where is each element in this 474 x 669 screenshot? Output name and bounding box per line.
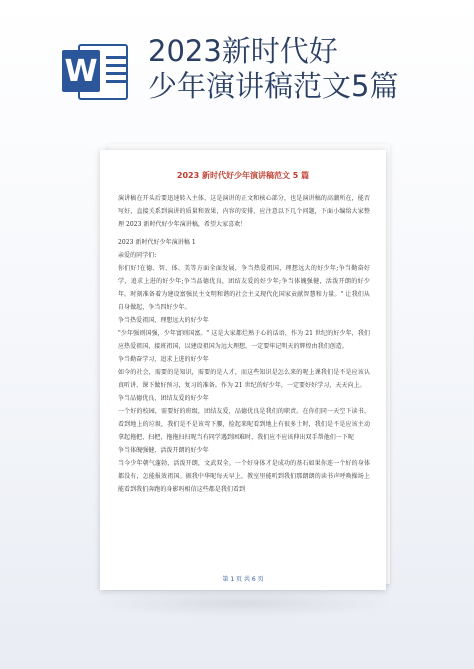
paragraph: 一个好的校园，需要好的班级，团结友爱，品德优良是我们的职责。在你们同一天空下读书，看到地上的垃圾，我们是不是该弯下腰，捡起来呢看到地上有很多土时，我们是不是应该主动拿起拖把、扫把，拖拖扫扫呢当有同学遇到困难时，我们应不应该伸出双手帮他们一下呢 [118,408,370,441]
text-line-icon [106,64,128,67]
text-line-icon [106,80,128,83]
word-icon [62,40,132,102]
paragraph: 演讲稿在开头后要迅速转入主体，这是演讲的正文和核心部分，也是演讲稿的高潮所在，能否写好，直接关系到演讲的质量和效果，内容的安排，应注意以下几个问题，下面小编给大家整理 2023 新时代好少年演讲稿，希望大家喜欢！ [118,195,370,228]
paragraph: 2023 新时代好少年演讲稿 1 [118,239,196,246]
page-indicator: 第 1 页 共 6 页 [222,576,264,583]
paragraph: 如今的社会，需要的是知识，需要的是人才，而这些知识是怎么来的呢上课我们是不是应该认真听讲，课下做好预习，复习的准备。作为 21 世纪的好少年，一定要好好学习，天天向上。 [118,369,370,389]
page-title [148,34,448,104]
paper-shadow [90,588,396,618]
paragraph: 当今少年朝气蓬勃，活泼开朗，文武双全。一个好身体才是成功的基石如果你连一个好的身体都没有，怎能报效祖国。振我中华呢每天早上，教室里能听到我们那朗朗的读书声呼唤操场上能看到我们奔跑的身影吗相信这些都是我们看到 [118,460,370,493]
paragraph: 亲爱的同学们: [118,252,157,259]
paragraph: "少年强则国强，少年富则国富。" 这是大家都烂熟于心的话语，作为 21 世纪的好少年，我们应热爱祖国，接班祖国，以建设祖国为远大理想，一定要牢记明天的辉煌由我们创造。 [118,330,370,350]
paragraph: 争当热爱祖国，理想远大的好少年 [118,317,209,324]
paragraph: 争当体魄强健，活泼开朗的好少年 [118,447,209,454]
page-title-line-1: 2023新时代好 [148,34,338,68]
text-line-icon [106,72,128,75]
paragraph: 争当勤奋学习，追求上进的好少年 [118,356,209,363]
text-line-icon [106,56,128,59]
page-title-line-2: 少年演讲稿范文5篇 [148,69,399,103]
word-letter-badge: W [62,50,100,92]
document-title: 2023 新时代好少年演讲稿范文 5 篇 [176,171,310,180]
document-body [118,192,370,496]
paragraph: 争当品德优良，团结友爱的好少年 [118,395,209,402]
paragraph: 你们好!在德、智、体、美等方面全面发展，争当热爱祖国，理想远大的好少年;争当勤奋好学，追求上进的好少年;争当品德优良，团结友爱的好少年;争当体魄强健，活泼开朗的好少年。时刻准备着为建设富强民主文明和谐的社会主义现代化国家贡献智慧和力量。" 让我们从自身做起，争当四好少年。 [118,265,370,311]
document-preview[interactable] [100,150,386,590]
